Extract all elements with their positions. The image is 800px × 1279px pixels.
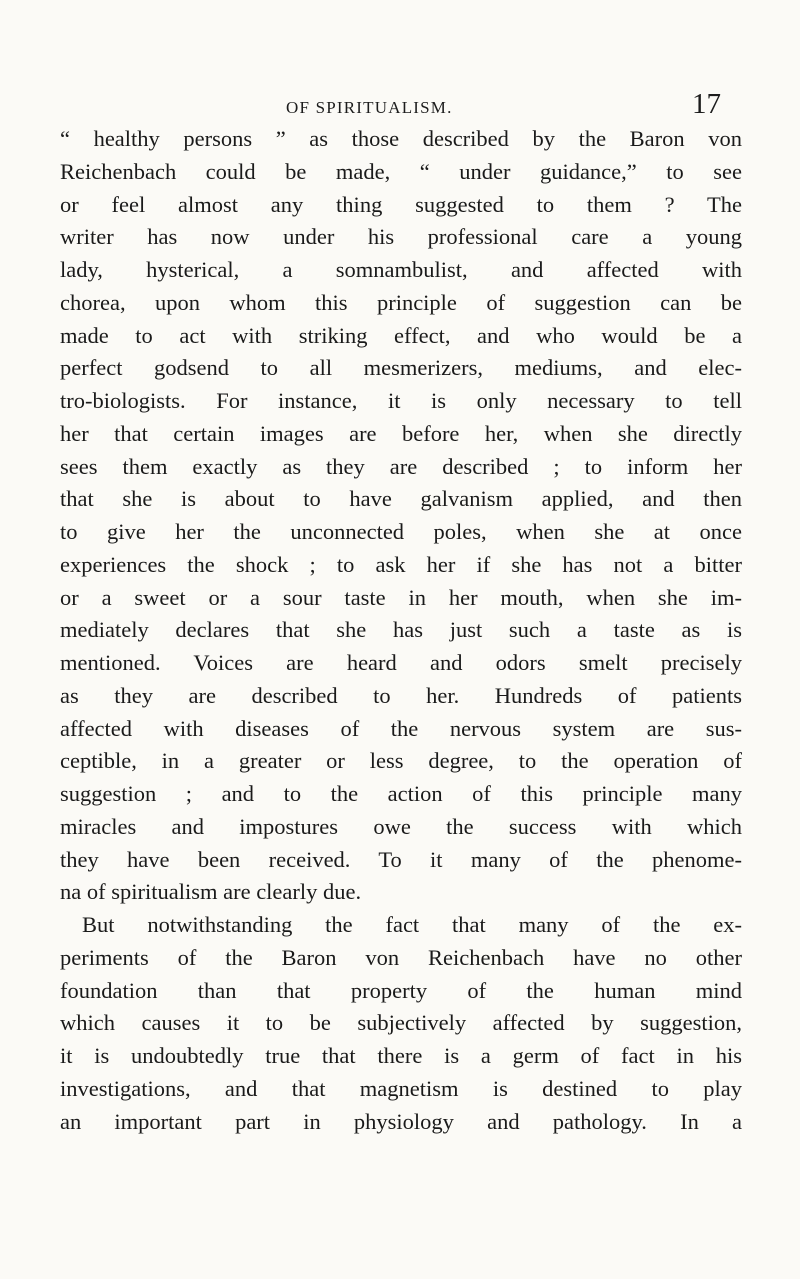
text-line: chorea, upon whom this principle of suggestion can be [60, 289, 742, 315]
text-line: or feel almost any thing suggested to them ? The [60, 191, 742, 217]
text-line: sees them exactly as they are described ; to inform her [60, 453, 742, 479]
text-line: foundation than that property of the human mind [60, 977, 742, 1003]
text-line: “ healthy persons ” as those described by the Baron von [60, 126, 742, 151]
running-title: OF SPIRITUALISM. [286, 98, 453, 117]
text-line: or a sweet or a sour taste in her mouth, when she im- [60, 584, 742, 610]
text-line: they have been received. To it many of the phenome- [60, 846, 742, 872]
text-line: mentioned. Voices are heard and odors smelt precisely [60, 650, 742, 675]
paragraph-start-line: But notwithstanding the fact that many of the ex- [82, 912, 742, 937]
text-line: her that certain images are before her, when she directly [60, 420, 742, 446]
body-text [60, 123, 742, 1138]
text-line: Reichenbach could be made, “ under guidance,” to see [60, 158, 742, 184]
text-line: affected with diseases of the nervous system are sus- [60, 715, 742, 741]
text-line: tro-biologists. For instance, it is only necessary to tell [60, 388, 742, 413]
running-head [96, 88, 721, 126]
text-line: suggestion ; and to the action of this principle many [60, 781, 742, 806]
text-line: lady, hysterical, a somnambulist, and affected with [60, 257, 742, 282]
text-line: an important part in physiology and pathology. In a [60, 1108, 742, 1134]
text-line: that she is about to have galvanism applied, and then [60, 486, 742, 512]
text-line: to give her the unconnected poles, when she at once [60, 519, 742, 544]
text-line: miracles and impostures owe the success with which [60, 813, 742, 839]
text-line: mediately declares that she has just such a taste as is [60, 617, 742, 643]
page-number: 17 [692, 88, 721, 120]
text-line: writer has now under his professional care a young [60, 224, 742, 250]
text-line: it is undoubtedly true that there is a germ of fact in his [60, 1043, 742, 1068]
text-line: periments of the Baron von Reichenbach have no other [60, 944, 742, 970]
text-line: ceptible, in a greater or less degree, to the operation of [60, 748, 742, 774]
text-line: which causes it to be subjectively affected by suggestion, [60, 1010, 742, 1036]
text-line: perfect godsend to all mesmerizers, mediums, and elec- [60, 355, 742, 381]
paragraph-end-line: na of spiritualism are clearly due. [60, 879, 362, 905]
text-line: experiences the shock ; to ask her if she has not a bitter [60, 551, 742, 577]
text-line: as they are described to her. Hundreds of patients [60, 682, 742, 708]
text-line: made to act with striking effect, and who would be a [60, 322, 742, 348]
text-line: investigations, and that magnetism is destined to play [60, 1075, 742, 1101]
